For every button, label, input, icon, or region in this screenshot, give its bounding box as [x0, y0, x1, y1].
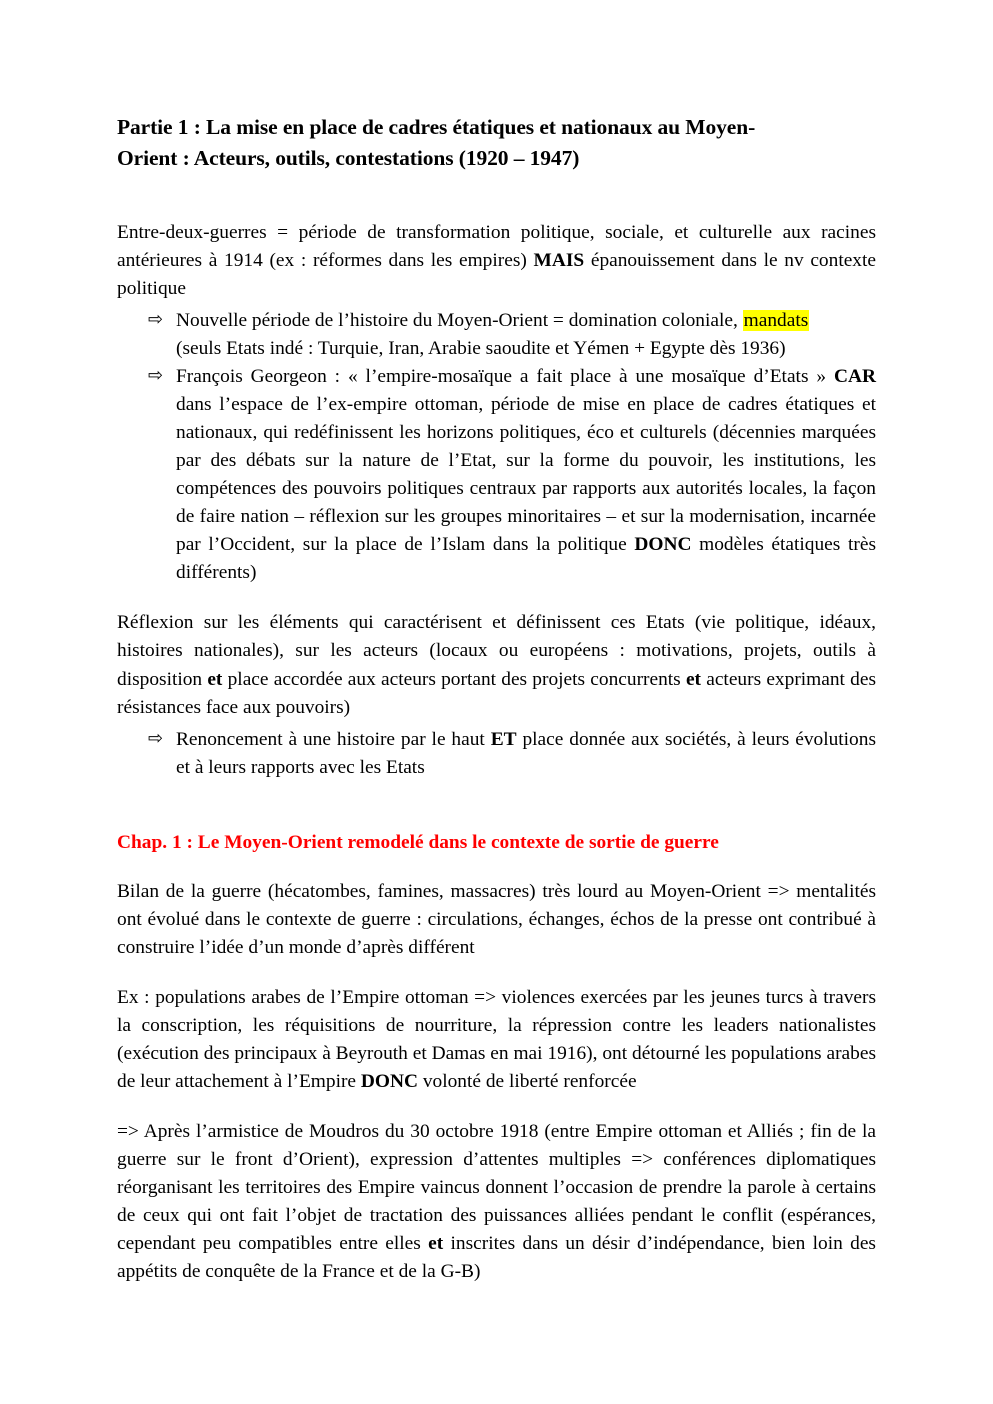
reflexion-text-b: place accordée aux acteurs portant des projets concurrents — [222, 668, 686, 690]
chapter-paragraph-2 — [117, 984, 876, 1096]
bullet-list-primary — [117, 307, 876, 587]
bullet-3-text-after: place donnée aux sociétés, à leurs évolutions et à leurs rapports avec les Etats — [176, 728, 876, 778]
list-item — [117, 726, 876, 782]
bullet-2-text-end: modèles étatiques très différents) — [176, 534, 876, 584]
bullet-3-bold-et: ET — [490, 728, 517, 750]
chapter-p3-bold-et: et — [428, 1233, 444, 1255]
paragraph-spacer-2 — [117, 1096, 876, 1118]
intro-paragraph — [117, 219, 876, 303]
bullet-list-secondary — [117, 726, 876, 782]
list-spacer — [117, 587, 876, 609]
chapter-p3-text-b: inscrites dans un désir d’indépendance, bien loin des appétits de conquête de la France et de la G-B) — [117, 1233, 876, 1283]
bullet-2-bold-car: CAR — [833, 366, 876, 388]
paragraph-spacer-1 — [117, 962, 876, 984]
reflexion-paragraph — [117, 609, 876, 721]
chapter-p3-text-a: => Après l’armistice de Moudros du 30 octobre 1918 (entre Empire ottoman et Alliés ; fin de la guerre sur le front d’Orient), expression d’attentes multiples => conférences diplomatiques réorganisant les territoires des Empire vaincus donnent l’occasion de prendre la parole à certains de ceux qui ont fait l’objet de tractation des puissances alliées pendant le conflit (espérances, cependant peu compatibles entre elles — [117, 1121, 876, 1255]
reflexion-text-c: acteurs exprimant des résistances face aux pouvoirs) — [117, 668, 876, 718]
reflexion-bold-et-2: et — [685, 668, 702, 690]
chapter-p2-text-a: Ex : populations arabes de l’Empire ottoman => violences exercées par les jeunes turcs à travers la conscription, les réquisitions de nourriture, la répression contre les leaders nationalistes (exécution des principaux à Beyrouth et Damas en mai 1916), ont détourné les populations arabes de leur attachement à l’Empire — [117, 986, 876, 1092]
chapter-heading: Chap. 1 : Le Moyen-Orient remodelé dans le contexte de sortie de guerre — [117, 831, 719, 853]
page-title — [117, 112, 876, 173]
arrow-right-icon: ⇨ — [148, 727, 164, 749]
page-title-line-2: Orient : Acteurs, outils, contestations (1920 – 1947) — [117, 145, 580, 170]
arrow-right-icon: ⇨ — [148, 365, 164, 387]
reflexion-text-a: Réflexion sur les éléments qui caractérisent et définissent ces Etats (vie politique, idéaux, histoires nationales), sur les acteurs (locaux ou européens : motivations, projets, outils à disposition — [117, 612, 876, 690]
bullet-1-text: Nouvelle période de l’histoire du Moyen-Orient = domination coloniale, — [176, 310, 743, 332]
intro-text-b: épanouissement dans le nv contexte politique — [117, 250, 877, 300]
bullet-1-subline: (seuls Etats indé : Turquie, Iran, Arabie saoudite et Yémen + Egypte dès 1936) — [176, 338, 786, 360]
chapter-paragraph-1: Bilan de la guerre (hécatombes, famines, massacres) très lourd au Moyen-Orient => mentalités ont évolué dans le contexte de guerre : circulations, échanges, échos de la presse ont contribué à construire l’idée d’un monde d’après différent — [117, 880, 876, 958]
bullet-2-bold-donc: DONC — [634, 534, 692, 556]
list-item — [117, 307, 876, 363]
bullet-3-text-main: Renoncement à une histoire par le haut — [176, 728, 491, 750]
reflexion-bold-et-1: et — [207, 668, 223, 690]
chapter-paragraph-3 — [117, 1118, 876, 1286]
bullet-2-text-after: dans l’espace de l’ex-empire ottoman, période de mise en place de cadres étatiques et nationaux, qui redéfinissent les horizons politiques, éco et culturels (décennies marquées par des débats sur la nature de l’Etat, sur la forme du pouvoir, les institutions, les compétences des pouvoirs politiques centraux par rapports aux autorités locales, la façon de faire nation – réflexion sur les groupes minoritaires – et sur la modernisation, incarnée par l’Occident, sur la place de l’Islam dans la politique — [176, 394, 876, 556]
chapter-spacer — [117, 782, 876, 829]
chapter-p2-bold-donc: DONC — [360, 1070, 418, 1092]
intro-text-a: Entre-deux-guerres = période de transformation politique, sociale, et culturelle aux racines antérieures à 1914 (ex : réformes dans les empires) — [117, 222, 876, 272]
bullet-2-text-main: François Georgeon : « l’empire-mosaïque a fait place à une mosaïque d’Etats » — [176, 366, 834, 388]
page-title-line-1: Partie 1 : La mise en place de cadres étatiques et nationaux au Moyen- — [117, 115, 756, 139]
chapter-heading-spacer — [117, 856, 876, 878]
chapter-p2-text-b: volonté de liberté renforcée — [417, 1070, 637, 1092]
list-item — [117, 363, 876, 587]
title-spacer — [117, 173, 876, 219]
highlight-mandats: mandats — [743, 310, 809, 332]
arrow-right-icon: ⇨ — [148, 309, 164, 331]
intro-bold-mais: MAIS — [533, 250, 585, 272]
